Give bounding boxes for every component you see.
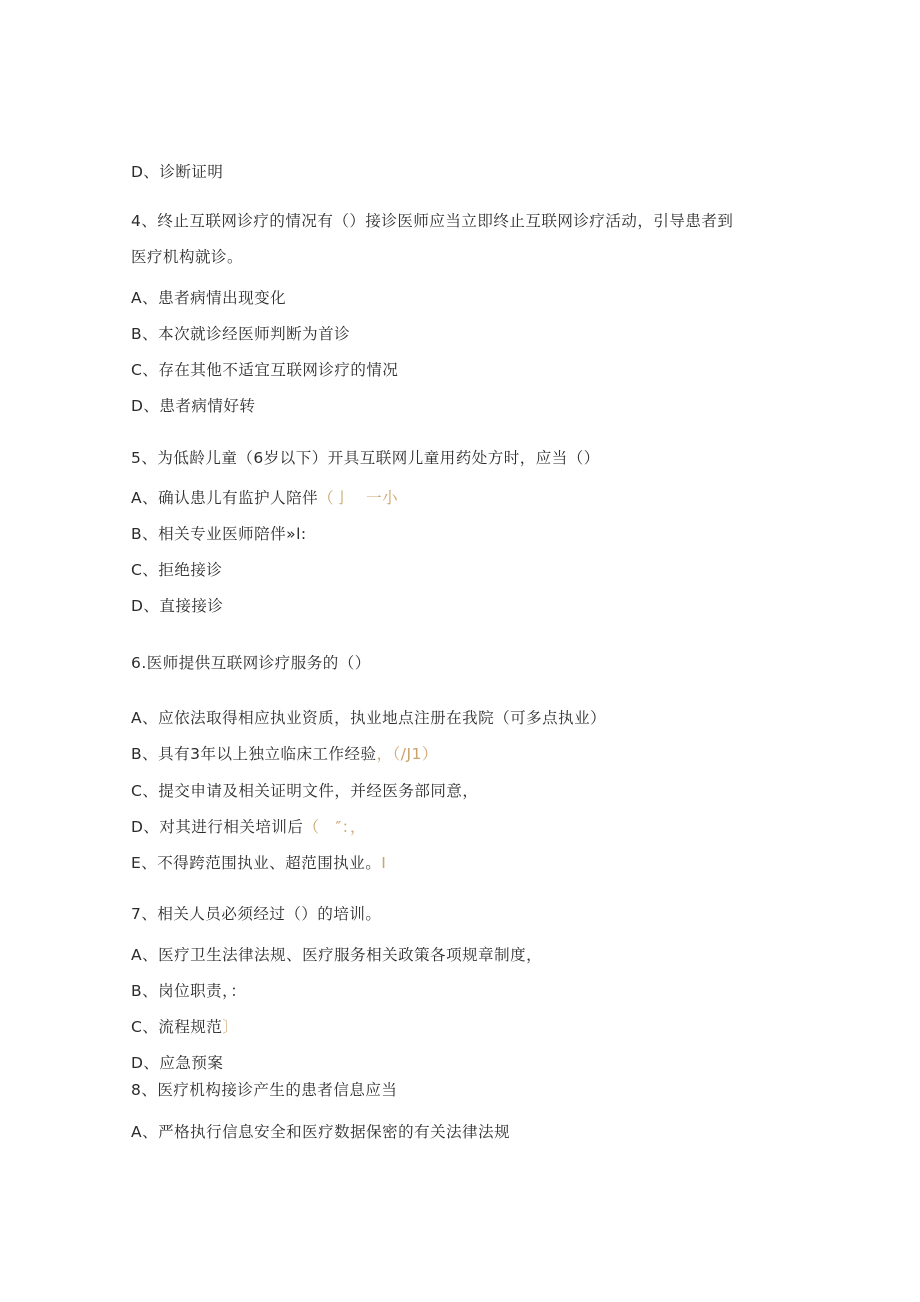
- option-a: A、确认患儿有监护人陪伴（亅 一小: [131, 489, 399, 507]
- option-c: C、拒绝接诊: [131, 561, 223, 579]
- text-line: D、诊断证明: [131, 163, 224, 181]
- option-b: B、具有3年以上独立临床工作经验，（/J1）: [131, 745, 438, 763]
- option-c: C、存在其他不适宜互联网诊疗的情况: [131, 361, 399, 379]
- option-a: A、应依法取得相应执业资质，执业地点注册在我院（可多点执业）: [131, 709, 607, 727]
- option-d: D、直接接诊: [131, 597, 224, 615]
- handwritten-mark: 〕: [222, 1018, 239, 1036]
- option-d: D、患者病情好转: [131, 397, 256, 415]
- option-b: B、本次就诊经医师判断为首诊: [131, 325, 351, 343]
- option-a: A、严格执行信息安全和医疗数据保密的有关法律法规: [131, 1123, 511, 1141]
- option-c: C、提交申请及相关证明文件，并经医务部同意，: [131, 782, 479, 800]
- option-e: E、不得跨范围执业、超范围执业。I: [131, 854, 387, 872]
- option-d: D、对其进行相关培训后（ ″：，: [131, 818, 366, 836]
- question-7: 7、相关人员必须经过（）的培训。: [131, 905, 382, 923]
- handwritten-mark: ，（/J1）: [376, 745, 438, 763]
- option-a: A、患者病情出现变化: [131, 289, 287, 307]
- handwritten-mark: （ ″：，: [303, 818, 366, 836]
- option-b: B、岗位职责，：: [131, 982, 247, 1000]
- question-5: 5、为低龄儿童（6岁以下）开具互联网儿童用药处方时，应当（）: [131, 449, 600, 467]
- handwritten-mark: I: [381, 854, 387, 872]
- question-6: 6.医师提供互联网诊疗服务的（）: [131, 654, 371, 672]
- question-4: 4、终止互联网诊疗的情况有（）接诊医师应当立即终止互联网诊疗活动，引导患者到: [131, 212, 734, 230]
- option-a: A、医疗卫生法律法规、医疗服务相关政策各项规章制度，: [131, 946, 543, 964]
- option-b: B、相关专业医师陪伴»l:: [131, 525, 307, 543]
- text-line: 医疗机构就诊。: [131, 248, 244, 266]
- question-8: 8、医疗机构接诊产生的患者信息应当: [131, 1081, 398, 1099]
- option-c: C、流程规范〕: [131, 1018, 239, 1036]
- handwritten-mark: （亅 一小: [318, 489, 399, 507]
- option-d: D、应急预案: [131, 1054, 224, 1072]
